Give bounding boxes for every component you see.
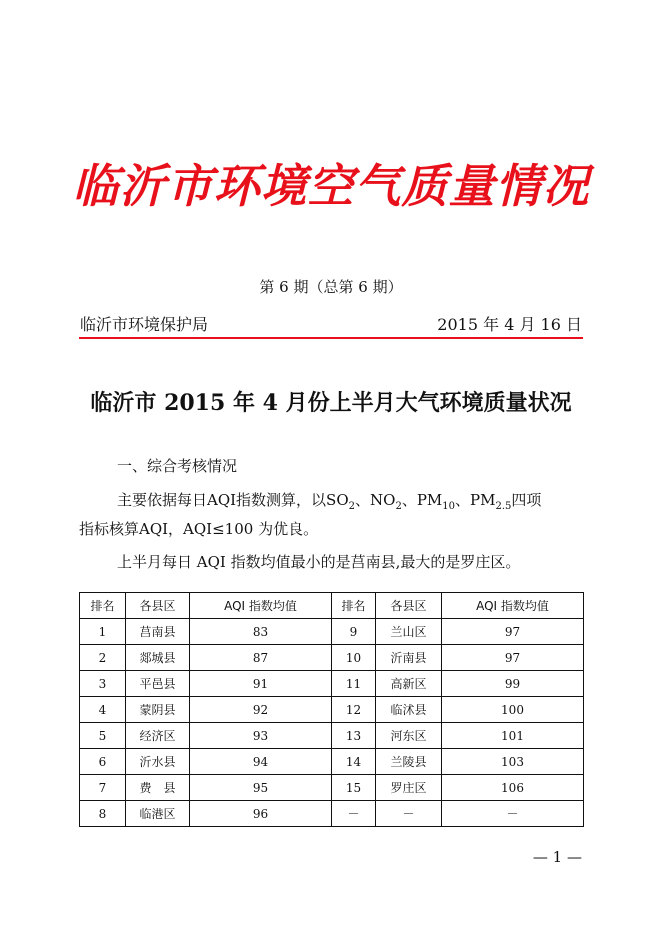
aqi-cell: 99 xyxy=(442,671,584,697)
table-row xyxy=(80,749,584,775)
aqi-cell: 95 xyxy=(190,775,332,801)
aqi-cell: 93 xyxy=(190,723,332,749)
aqi-cell: 87 xyxy=(190,645,332,671)
publisher-name: 临沂市环境保护局 xyxy=(80,315,209,334)
rank-cell: 1 xyxy=(80,619,126,645)
district-cell: 罗庄区 xyxy=(376,775,442,801)
header-district: 各县区 xyxy=(126,593,190,619)
issue-number: 第 6 期（总第 6 期） xyxy=(259,278,403,296)
aqi-cell: 91 xyxy=(190,671,332,697)
rank-cell: 2 xyxy=(80,645,126,671)
header-rank: 排名 xyxy=(80,593,126,619)
district-cell: 莒南县 xyxy=(126,619,190,645)
aqi-cell: 97 xyxy=(442,645,584,671)
rank-cell: － xyxy=(332,801,376,827)
district-cell: 蒙阴县 xyxy=(126,697,190,723)
rank-cell: 13 xyxy=(332,723,376,749)
aqi-cell: 101 xyxy=(442,723,584,749)
aqi-cell: 103 xyxy=(442,749,584,775)
aqi-cell: 94 xyxy=(190,749,332,775)
report-title: 临沂市 2015 年 4 月份上半月大气环境质量状况 xyxy=(90,390,572,416)
table-row xyxy=(80,723,584,749)
aqi-cell: 83 xyxy=(190,619,332,645)
district-cell: 高新区 xyxy=(376,671,442,697)
district-cell: 兰山区 xyxy=(376,619,442,645)
district-cell: 兰陵县 xyxy=(376,749,442,775)
aqi-cell: 97 xyxy=(442,619,584,645)
district-cell: 临沭县 xyxy=(376,697,442,723)
summary-paragraph: 上半月每日 AQI 指数均值最小的是莒南县,最大的是罗庄区。 xyxy=(117,553,521,571)
rank-cell: 9 xyxy=(332,619,376,645)
methodology-line-2: 指标核算AQI，AQI≤100 为优良。 xyxy=(79,520,319,538)
table-row xyxy=(80,697,584,723)
district-cell: 费 县 xyxy=(126,775,190,801)
rank-cell: 7 xyxy=(80,775,126,801)
section-heading: 一、综合考核情况 xyxy=(117,457,238,475)
methodology-paragraph xyxy=(79,486,589,544)
district-cell: 沂南县 xyxy=(376,645,442,671)
table-row xyxy=(80,645,584,671)
district-cell: 沂水县 xyxy=(126,749,190,775)
publish-date: 2015 年 4 月 16 日 xyxy=(437,315,582,334)
district-cell: 郯城县 xyxy=(126,645,190,671)
page-number: — 1 — xyxy=(532,848,582,866)
table-row xyxy=(80,801,584,827)
rank-cell: 15 xyxy=(332,775,376,801)
aqi-cell: 92 xyxy=(190,697,332,723)
rank-cell: 5 xyxy=(80,723,126,749)
methodology-line-1: 主要依据每日AQI指数测算，以$SO_2$、$NO_2$、$PM_{10}$、$PM_{2.5}$四项 xyxy=(117,491,542,512)
district-cell: 平邑县 xyxy=(126,671,190,697)
rank-cell: 14 xyxy=(332,749,376,775)
rank-cell: 6 xyxy=(80,749,126,775)
rank-cell: 4 xyxy=(80,697,126,723)
rank-cell: 11 xyxy=(332,671,376,697)
banner-title: 临沂市环境空气质量情况 xyxy=(72,159,590,213)
aqi-cell: － xyxy=(442,801,584,827)
district-cell: － xyxy=(376,801,442,827)
district-cell: 经济区 xyxy=(126,723,190,749)
rank-cell: 8 xyxy=(80,801,126,827)
header-aqi-mean: AQI 指数均值 xyxy=(442,593,584,619)
aqi-cell: 96 xyxy=(190,801,332,827)
rank-cell: 3 xyxy=(80,671,126,697)
table-row xyxy=(80,619,584,645)
header-district: 各县区 xyxy=(376,593,442,619)
aqi-cell: 106 xyxy=(442,775,584,801)
table-header-row xyxy=(80,593,584,619)
table-row xyxy=(80,671,584,697)
rank-cell: 12 xyxy=(332,697,376,723)
aqi-cell: 100 xyxy=(442,697,584,723)
aqi-ranking-table xyxy=(79,592,584,827)
district-cell: 临港区 xyxy=(126,801,190,827)
rank-cell: 10 xyxy=(332,645,376,671)
red-divider xyxy=(79,337,583,339)
header-rank: 排名 xyxy=(332,593,376,619)
table-row xyxy=(80,775,584,801)
district-cell: 河东区 xyxy=(376,723,442,749)
header-aqi-mean: AQI 指数均值 xyxy=(190,593,332,619)
